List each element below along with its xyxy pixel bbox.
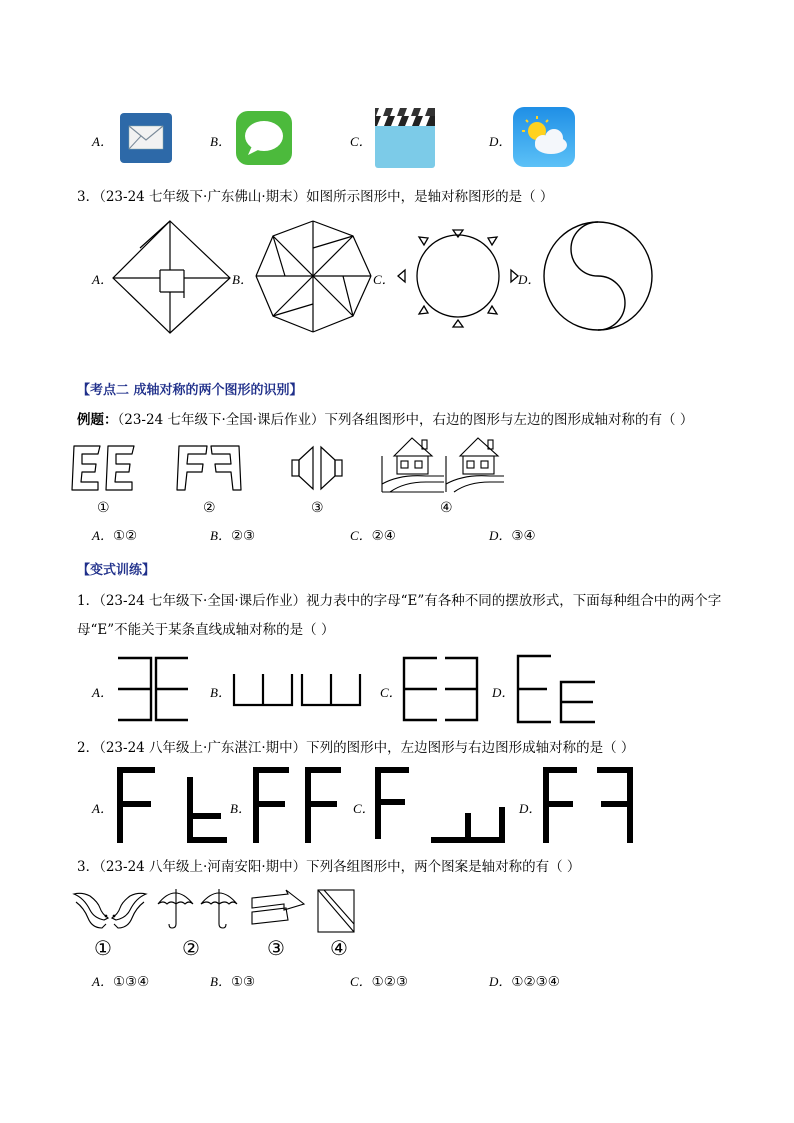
q3-answer-b: B．①③ [210,974,256,990]
training-q3-text: 3．（23-24 八年级上·河南安阳·期中）下列各组图形中，两个图案是轴对称的有（ ） [77,859,581,875]
message-icon [236,111,292,165]
q2-option-a: A． [92,801,113,816]
figure-1-label: ① [97,500,110,516]
figure-2-f-mirrored [175,442,243,494]
figure-1-ee [70,442,136,494]
figure-3-speakers [289,443,345,493]
q3-figure-4-squares [316,888,358,934]
option-b-label: B． [210,134,231,149]
q2-option-d: D． [519,801,542,816]
q3-answer-c: C．①②③ [350,974,408,990]
mail-icon [120,113,172,163]
sun-figure [397,228,519,336]
q3-figure-4-label: ④ [330,936,348,960]
square-pinwheel-figure [112,220,232,335]
q1-option-d: D． [492,685,515,700]
q2-option-b: B． [230,801,251,816]
option-d-label: D． [489,134,512,149]
q1-option-c: C． [380,685,402,700]
q1-figure-a [116,656,192,724]
weather-icon [513,107,575,167]
training-heading: 【变式训练】 [77,563,156,578]
example-text: （23-24 七年级下·全国·课后作业）下列各组图形中，右边的图形与左边的图形成轴对称的有（ ） [117,412,694,428]
q3-answer-d: D．①②③④ [489,974,560,990]
q2-figure-a [114,766,234,846]
q1-option-b: B． [210,685,231,700]
q3a-option-b: B． [232,272,253,287]
q2-figure-d [540,766,640,846]
example-line [77,411,693,429]
figure-4-houses [380,434,506,494]
example-answer-d: D．③④ [489,528,536,544]
q3-figure-1-doves [70,888,150,934]
training-q2-text: 2．（23-24 八年级上·广东湛江·期中）下列的图形中，左边图形与右边图形成轴对称的是（ ） [77,740,635,756]
example-answer-a: A．①② [92,528,138,544]
q2-figure-b [250,766,350,846]
q3a-option-d: D． [518,272,541,287]
section-2-heading: 【考点二 成轴对称的两个图形的识别】 [77,383,303,398]
option-a-label: A． [92,134,113,149]
q3-figure-3-label: ③ [267,936,285,960]
q1-option-a: A． [92,685,113,700]
q3-figure-3-arrows [248,890,308,930]
q3-figure-2-label: ② [182,936,200,960]
example-label: 例题： [77,412,118,428]
q1-figure-b [232,672,364,708]
windmill-figure [255,220,373,334]
q3-figure-2-umbrellas [155,886,241,932]
q2-option-c: C． [353,801,375,816]
example-answer-c: C．②④ [350,528,396,544]
clapperboard-icon [373,108,435,168]
figure-2-label: ② [203,500,216,516]
example-answer-b: B．②③ [210,528,256,544]
q1-figure-d [515,654,599,726]
yin-yang-figure [542,220,654,332]
question-3a-text: 3．（23-24 七年级下·广东佛山·期末）如图所示图形中，是轴对称图形的是（ ） [77,189,554,205]
q2-figure-c [372,766,514,846]
q3-answer-a: A．①③④ [92,974,150,990]
q3a-option-a: A． [92,272,113,287]
q3-figure-1-label: ① [94,936,112,960]
q1-figure-c [401,656,481,724]
option-c-label: C． [350,134,372,149]
figure-3-label: ③ [311,500,324,516]
q3a-option-c: C． [373,272,395,287]
training-q1-line1: 1．（23-24 七年级下·全国·课后作业）视力表中的字母“E”有各种不同的摆放形式，下面每种组合中的两个字 [77,593,722,609]
training-q1-line2: 母“E”不能关于某条直线成轴对称的是（ ） [77,622,335,638]
figure-4-label: ④ [440,500,453,516]
